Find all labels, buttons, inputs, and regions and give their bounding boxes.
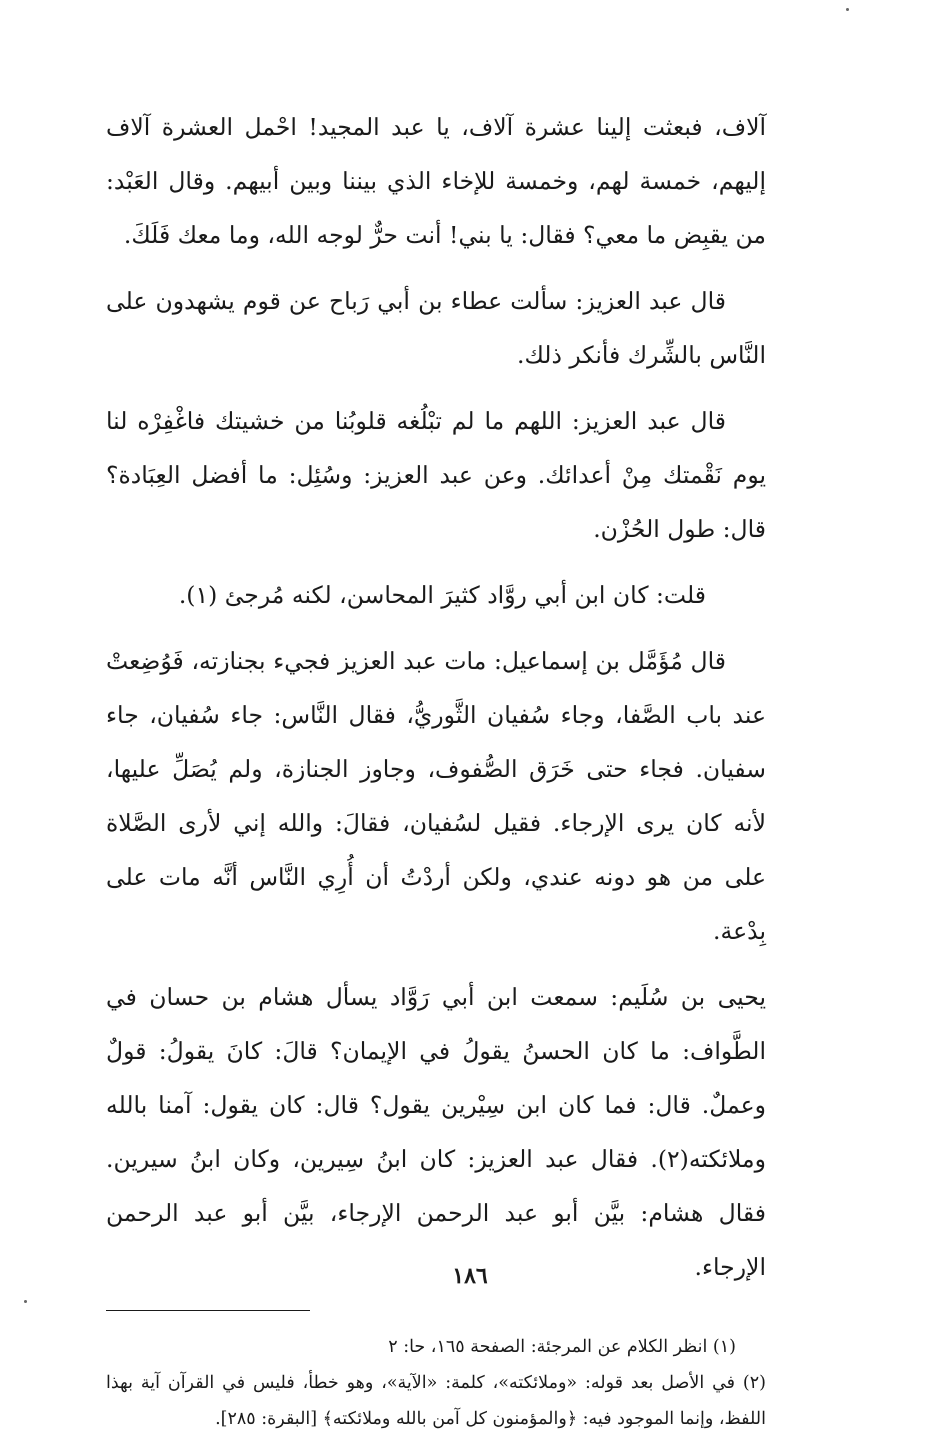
paragraph: قلت: كان ابن أبي روَّاد كثيرَ المحاسن، لكنه مُرجئ (١).	[178, 581, 706, 609]
footnote-separator-wrap	[106, 1310, 766, 1311]
page-body	[106, 100, 766, 1437]
paragraph: قال عبد العزيز: سألت عطاء بن أبي رَباح عن قوم يشهدون على النَّاس بالشِّرك فأنكر ذلك.	[106, 287, 766, 369]
paragraph: قال عبد العزيز: اللهم ما لم تبْلُغه قلوبُنا من خشيتك فاغْفِرْه لنا يوم نَقْمتك مِنْ أعدائك. وعن عبد العزيز: وسُئِل: ما أفضل العِبَادة؟ قال: طول الحُزْن.	[106, 407, 766, 543]
footnote: (٢) في الأصل بعد قوله: «وملائكته»، كلمة: «الآية»، وهو خطأ، فليس في القرآن آية بهذا اللفظ، وإنما الموجود فيه: ﴿والمؤمنون كل آمن بالله وملائكته﴾ [البقرة: ٢٨٥].	[106, 1373, 766, 1429]
paragraph: يحيى بن سُلَيم: سمعت ابن أبي رَوَّاد يسأل هشام بن حسان في الطَّواف: ما كان الحسنُ يقولُ في الإيمان؟ قالَ: كانَ يقولُ: قولٌ وعملٌ. قال: فما كان ابن سِيْرين يقول؟ قال: كان يقول: آمنا بالله وملائكته(٢). فقال عبد العزيز: كان ابنُ سِيرين، وكان ابنُ سيرين. فقال هشام: بيَّن أبو عبد الرحمن الإرجاء، بيَّن أبو عبد الرحمن الإرجاء.	[106, 983, 766, 1281]
scan-speck	[846, 8, 849, 11]
page-number: ١٨٦	[452, 1263, 488, 1289]
scan-speck	[24, 1300, 27, 1303]
paragraph: قال مُؤَمَّل بن إسماعيل: مات عبد العزيز فجيء بجنازته، فَوُضِعتْ عند باب الصَّفا، وجاء سُفيان الثَّوريُّ، فقال النَّاس: جاء سُفيان، جاء سفيان. فجاء حتى خَرَق الصُّفوف، وجاوز الجنازة، ولم يُصَلِّ عليها، لأنه كان يرى الإرجاء. فقيل لسُفيان، فقالَ: والله إني لأرى الصَّلاة على من هو دونه عندي، ولكن أردْتُ أن أُرِي النَّاس أنَّه مات على بِدْعة.	[106, 647, 766, 945]
footnote: (١) انظر الكلام عن المرجئة: الصفحة ١٦٥، حا: ٢	[388, 1337, 736, 1357]
footnote-separator	[106, 1310, 310, 1311]
paragraph: آلاف، فبعثت إلينا عشرة آلاف، يا عبد المجيد! احْمل العشرة آلاف إليهم، خمسة لهم، وخمسة للإخاء الذي بيننا وبين أبيهم. وقال العَبْد: من يقبِض ما معي؟ فقال: يا بني! أنت حرٌّ لوجه الله، وما معك فَلَكَ.	[106, 113, 766, 249]
